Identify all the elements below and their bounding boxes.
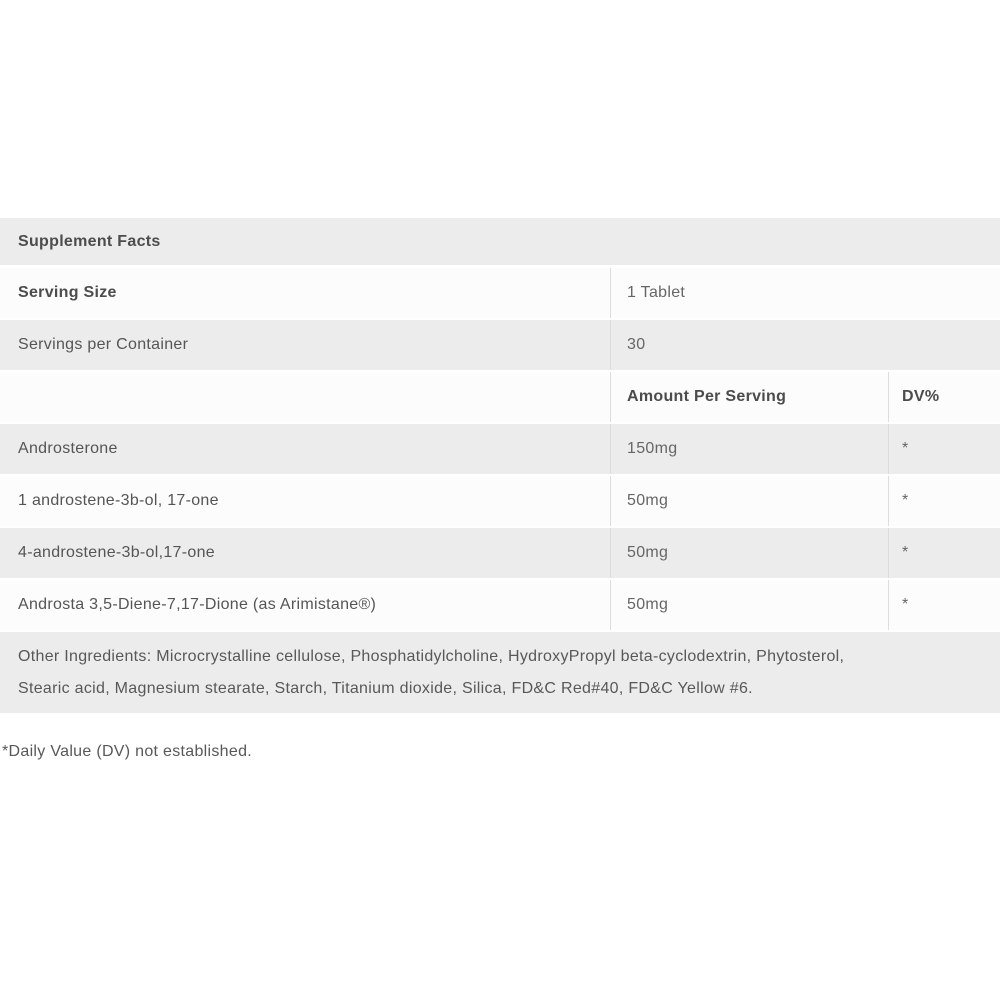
column-header-amount-per-serving: Amount Per Serving: [610, 372, 888, 422]
column-header-row: [0, 372, 1000, 424]
ingredient-amount: 150mg: [610, 424, 888, 474]
daily-value-footnote: *Daily Value (DV) not established.: [2, 743, 253, 760]
serving-size-row: [0, 268, 1000, 320]
ingredient-amount: 50mg: [610, 528, 888, 578]
ingredient-name: Androsterone: [18, 440, 118, 457]
ingredient-amount: 50mg: [610, 476, 888, 526]
ingredient-name: 1 androstene-3b-ol, 17-one: [18, 492, 219, 509]
ingredient-dv: *: [888, 580, 1000, 630]
ingredient-dv: *: [888, 476, 1000, 526]
other-ingredients-line-1: Other Ingredients: Microcrystalline cellulose, Phosphatidylcholine, HydroxyPropyl beta-cyclodextrin, Phytosterol,: [18, 648, 845, 665]
ingredient-row: [0, 476, 1000, 528]
other-ingredients-line-2: Stearic acid, Magnesium stearate, Starch, Titanium dioxide, Silica, FD&C Red#40, FD&C Yellow #6.: [18, 680, 753, 697]
other-ingredients-section: [0, 632, 1000, 713]
ingredient-name: Androsta 3,5-Diene-7,17-Dione (as Arimistane®): [18, 596, 377, 613]
servings-per-container-label: Servings per Container: [18, 336, 189, 353]
ingredient-row: [0, 528, 1000, 580]
column-header-spacer: [0, 372, 610, 422]
ingredient-dv: *: [888, 424, 1000, 474]
ingredient-amount: 50mg: [610, 580, 888, 630]
ingredient-row: [0, 424, 1000, 476]
ingredient-row: [0, 580, 1000, 632]
servings-per-container-value: 30: [610, 320, 1000, 370]
column-header-dv-percent: DV%: [888, 372, 1000, 422]
table-title-row: [0, 218, 1000, 268]
serving-size-value: 1 Tablet: [610, 268, 1000, 318]
supplement-facts-table: [0, 218, 1000, 713]
table-title: Supplement Facts: [18, 232, 161, 250]
servings-per-container-row: [0, 320, 1000, 372]
serving-size-label: Serving Size: [18, 284, 117, 301]
ingredient-dv: *: [888, 528, 1000, 578]
ingredient-name: 4-androstene-3b-ol,17-one: [18, 544, 215, 561]
